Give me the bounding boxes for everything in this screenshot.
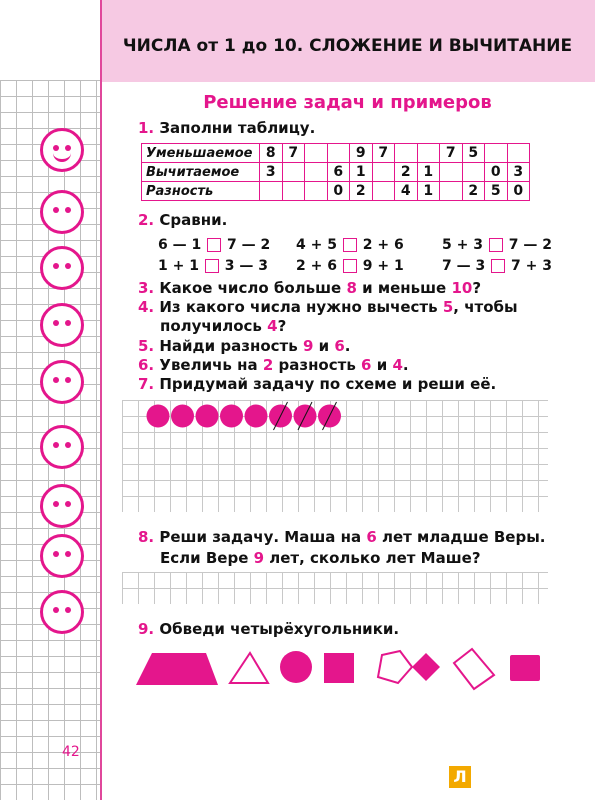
scheme-dot	[171, 405, 194, 428]
table-cell[interactable]: 8	[260, 144, 283, 163]
triangle-shape[interactable]	[230, 653, 268, 683]
row-label: Разность	[142, 182, 260, 201]
table-cell[interactable]	[282, 182, 305, 201]
face-icon	[40, 484, 84, 528]
quadrilateral-shape[interactable]	[454, 649, 494, 689]
scheme-dot	[147, 405, 170, 428]
table-cell[interactable]: 1	[417, 182, 440, 201]
compare-item: 2 + 6 9 + 1	[296, 258, 404, 274]
table-cell[interactable]	[282, 163, 305, 182]
fill-table	[141, 143, 530, 201]
task-text: Заполни таблицу.	[159, 119, 316, 137]
table-row	[142, 182, 530, 201]
table-cell[interactable]	[485, 144, 508, 163]
face-icon	[40, 246, 84, 290]
task-4: 4. Из какого числа нужно вычесть 5, чтобы	[138, 298, 518, 316]
table-cell[interactable]: 2	[395, 163, 418, 182]
compare-box[interactable]	[343, 259, 357, 273]
table-cell[interactable]: 0	[507, 182, 530, 201]
task-7: 7. Придумай задачу по схеме и реши её.	[138, 375, 497, 393]
task-6: 6. Увеличь на 2 разность 6 и 4.	[138, 356, 409, 374]
trapezoid-shape[interactable]	[136, 653, 218, 685]
compare-box[interactable]	[491, 259, 505, 273]
compare-box[interactable]	[205, 259, 219, 273]
compare-item: 4 + 5 2 + 6	[296, 237, 404, 253]
table-cell[interactable]: 0	[327, 182, 350, 201]
table-row	[142, 144, 530, 163]
table-row	[142, 163, 530, 182]
publisher-logo: Л	[449, 766, 471, 788]
face-icon	[40, 425, 84, 469]
rhombus-shape[interactable]	[412, 653, 440, 681]
table-cell[interactable]: 2	[350, 182, 373, 201]
scheme-dot	[220, 405, 243, 428]
task-8: 8. Реши задачу. Маша на 6 лет младше Веры.	[138, 528, 546, 546]
row-label: Вычитаемое	[142, 163, 260, 182]
face-icon	[40, 360, 84, 404]
face-icon	[40, 590, 84, 634]
circle-shape[interactable]	[280, 651, 312, 683]
face-icon	[40, 303, 84, 347]
compare-item: 5 + 3 7 — 2	[442, 237, 552, 253]
compare-item: 1 + 1 3 — 3	[158, 258, 268, 274]
table-cell[interactable]	[440, 182, 463, 201]
answer-grid[interactable]	[122, 572, 548, 604]
table-cell[interactable]	[372, 163, 395, 182]
table-cell[interactable]	[417, 144, 440, 163]
table-cell[interactable]	[305, 182, 328, 201]
table-cell[interactable]: 6	[327, 163, 350, 182]
pentagon-shape[interactable]	[378, 651, 412, 683]
table-cell[interactable]	[372, 182, 395, 201]
table-cell[interactable]: 5	[462, 144, 485, 163]
compare-box[interactable]	[343, 238, 357, 252]
table-cell[interactable]: 2	[462, 182, 485, 201]
compare-box[interactable]	[489, 238, 503, 252]
table-cell[interactable]: 7	[440, 144, 463, 163]
compare-item: 6 — 1 7 — 2	[158, 237, 271, 253]
table-cell[interactable]	[305, 163, 328, 182]
table-cell[interactable]	[507, 144, 530, 163]
table-cell[interactable]: 1	[350, 163, 373, 182]
dot-scheme	[146, 400, 356, 432]
shapes-row	[134, 645, 544, 693]
task-9: 9. Обведи четырёхугольники.	[138, 620, 400, 638]
task-1	[138, 119, 315, 137]
face-icon	[40, 190, 84, 234]
face-icon	[40, 534, 84, 578]
page-header-title: ЧИСЛА от 1 до 10. СЛОЖЕНИЕ И ВЫЧИТАНИЕ	[122, 36, 573, 56]
table-cell[interactable]	[395, 144, 418, 163]
task-3: 3. Какое число больше 8 и меньше 10?	[138, 279, 482, 297]
smiley-icon	[40, 128, 84, 172]
table-cell[interactable]	[440, 163, 463, 182]
table-cell[interactable]: 0	[485, 163, 508, 182]
rectangle-shape[interactable]	[510, 655, 540, 681]
table-cell[interactable]: 4	[395, 182, 418, 201]
compare-box[interactable]	[207, 238, 221, 252]
table-cell[interactable]: 7	[282, 144, 305, 163]
task-text: Сравни.	[159, 211, 228, 229]
table-cell[interactable]	[305, 144, 328, 163]
task-8-line2: Если Вере 9 лет, сколько лет Маше?	[160, 549, 481, 567]
task-number: 2.	[138, 211, 155, 229]
scheme-dot	[196, 405, 219, 428]
table-cell[interactable]	[327, 144, 350, 163]
square-shape[interactable]	[324, 653, 354, 683]
scheme-dot	[245, 405, 268, 428]
page-number: 42	[62, 744, 80, 760]
task-5: 5. Найди разность 9 и 6.	[138, 337, 351, 355]
table-cell[interactable]	[260, 182, 283, 201]
table-cell[interactable]: 1	[417, 163, 440, 182]
row-label: Уменьшаемое	[142, 144, 260, 163]
compare-item: 7 — 3 7 + 3	[442, 258, 552, 274]
table-cell[interactable]: 7	[372, 144, 395, 163]
section-title: Решение задач и примеров	[203, 92, 492, 113]
task-4-line2: получилось 4?	[160, 317, 287, 335]
table-cell[interactable]: 3	[260, 163, 283, 182]
task-2	[138, 211, 227, 229]
table-cell[interactable]	[462, 163, 485, 182]
table-cell[interactable]: 3	[507, 163, 530, 182]
table-cell[interactable]: 5	[485, 182, 508, 201]
margin-line	[100, 0, 102, 800]
task-number: 1.	[138, 119, 155, 137]
table-cell[interactable]: 9	[350, 144, 373, 163]
